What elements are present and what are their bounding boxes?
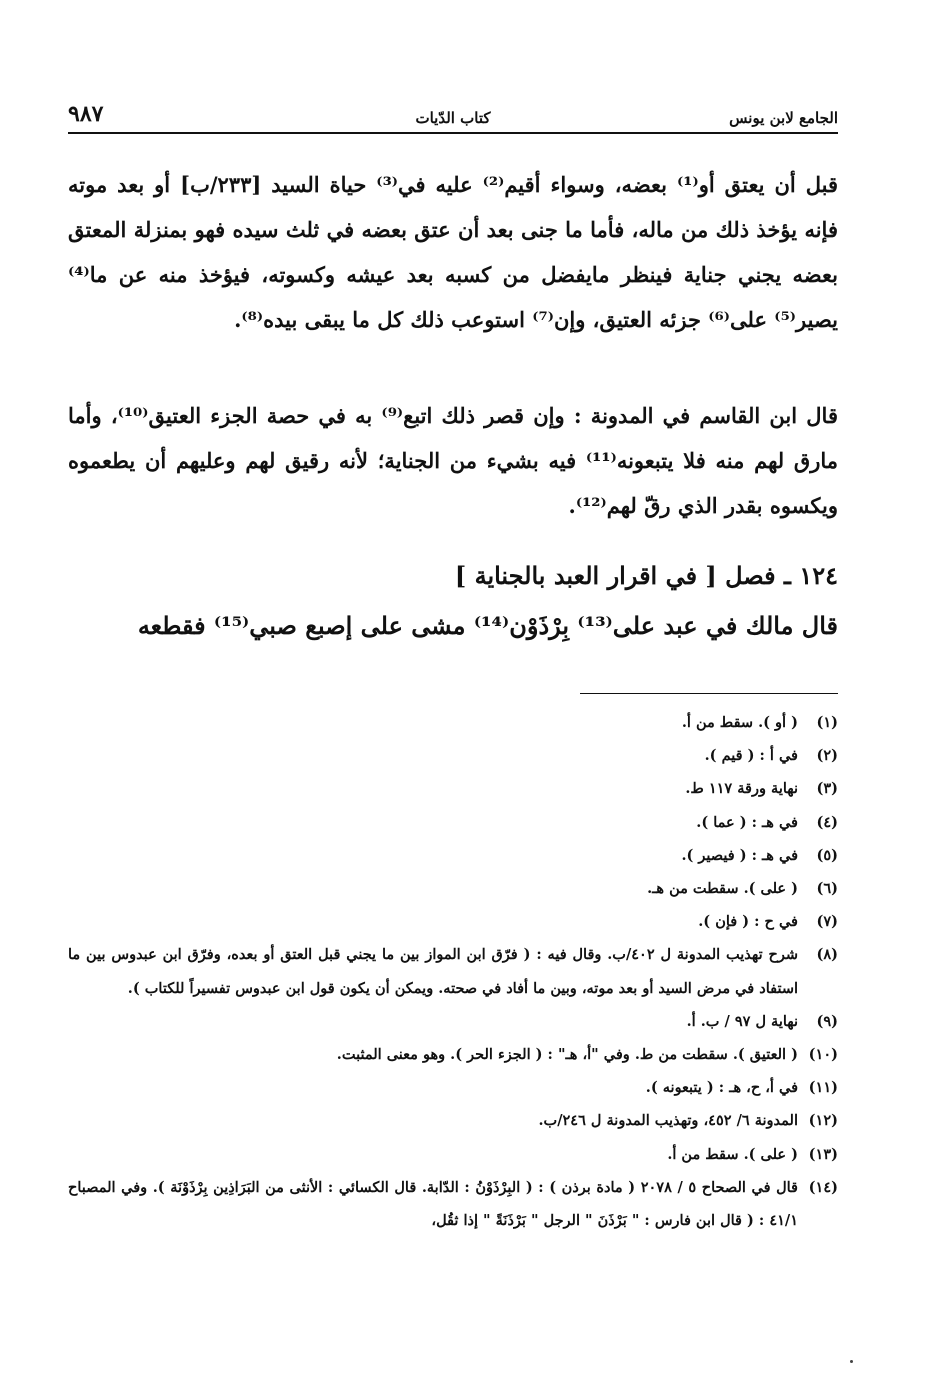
footnote: [68, 938, 838, 1004]
footnote-number: (٦): [816, 880, 838, 898]
footnote: [68, 1038, 838, 1071]
chapter-title: كتاب الدّيات: [415, 109, 491, 127]
footnote-number: (١٣): [808, 1145, 838, 1163]
footnote: [68, 1171, 838, 1237]
footnote-number: (٨): [816, 946, 839, 964]
footnote-text: المدونة ٦/ ٤٥٢، وتهذيب المدونة ل ٢٤٦/ب.: [538, 1112, 798, 1130]
footnote-text: في هـ : ( عما ).: [696, 813, 798, 831]
paragraph-1: قبل أن يعتق أو⁽¹⁾ بعضه، وسواء أقيم⁽²⁾ عليه في⁽³⁾ حياة السيد [٢٣٣/ب] أو بعد موته فإنه يؤخذ ذلك من ماله، فأما ما جنى بعد أن عتق بعضه في ثلث سيده فهو بمنزلة المعتق بعضه يجني جناية فينظر مايفضل من كسبه بعد عيشه وكسوته، فيؤخذ منه عن ما⁽⁴⁾ يصير⁽⁵⁾ على⁽⁶⁾ جزئه العتيق، وإن⁽⁷⁾ استوعب ذلك كل ما يبقى بيده⁽⁸⁾.: [68, 172, 839, 332]
footnote-number: (١٤): [808, 1178, 838, 1196]
footnote-separator: [580, 693, 838, 694]
footnote: [68, 1005, 838, 1038]
footnote-number: (٤): [816, 813, 838, 831]
footnote-text: في هـ : ( فيصير ).: [681, 846, 798, 864]
footnote-text: ( العتيق ). سقطت من ط. وفي "أ، هـ" : ( الجزء الحر ). وهو معنى المثبت.: [336, 1046, 798, 1064]
footnote-number: (٢): [816, 747, 838, 765]
page-number: ٩٨٧: [68, 101, 104, 127]
footnote-text: نهاية ورقة ١١٧ ط.: [685, 780, 798, 798]
footnote-text: شرح تهذيب المدونة ل ٤٠٢/ب. وقال فيه : ( فرّق ابن المواز بين ما يجني قبل العتق أو بعده، وفرّق ابن عبدوس بين ما استفاد في مرض السيد أو بعد موته، وبين ما أفاد في صحته. ويمكن أن يكون قول ابن عبدوس تفسيراً للكتاب ).: [68, 946, 799, 997]
footnote-number: (١٠): [808, 1046, 838, 1064]
footnote-number: (٧): [816, 913, 838, 931]
footnote: [68, 1071, 838, 1104]
footnote-number: (٣): [816, 780, 838, 798]
footnote-text: ( على ). سقط من أ.: [667, 1145, 798, 1163]
paragraph-2: قال ابن القاسم في المدونة : وإن قصر ذلك اتبع⁽⁹⁾ به في حصة الجزء العتيق⁽¹⁰⁾، وأما مارق لهم منه فلا يتبعونه⁽¹¹⁾ فيه بشيء من الجناية؛ لأنه رقيق لهم وعليهم أن يطعموه ويكسوه بقدر الذي رقّ لهم⁽¹²⁾.: [68, 403, 838, 518]
footnote-number: (٩): [816, 1012, 838, 1030]
footnote: [68, 806, 838, 839]
footnote-text: ( على ). سقطت من هـ.: [647, 880, 798, 898]
footnote-text: في ح : ( فإن ).: [698, 913, 798, 931]
book-title: الجامع لابن يونس: [729, 109, 838, 127]
footnote-text: في أ : ( قيم ).: [704, 747, 798, 765]
page-header: [68, 100, 838, 134]
scan-speck: [850, 1360, 853, 1363]
footnote: [68, 772, 838, 805]
footnote: [68, 739, 838, 772]
section-paragraph: قال مالك في عبد على⁽¹³⁾ بِرْذَوْن⁽¹⁴⁾ مشى على إصبع صبي⁽¹⁵⁾ فقطعه: [137, 611, 838, 640]
footnote: [68, 706, 838, 739]
footnote: [68, 1104, 838, 1137]
footnote-number: (١٢): [808, 1112, 838, 1130]
footnote: [68, 1138, 838, 1171]
section-heading: ١٢٤ ـ فصل [ في اقرار العبد بالجناية ]: [454, 561, 838, 590]
footnote-text: في أ، ح، هـ : ( يتبعونه ).: [645, 1079, 798, 1097]
footnote: [68, 872, 838, 905]
footnote-number: (١١): [808, 1079, 838, 1097]
footnote: [68, 905, 838, 938]
footnote-number: (١): [816, 714, 838, 731]
footnotes-list: [68, 706, 838, 1237]
footnote: [68, 839, 838, 872]
footnote-text: قال في الصحاح ٥ / ٢٠٧٨ ( مادة برذن ) : ( البِرْذَوْنُ : الدّابة. قال الكسائي : الأنثى من البَرَاذِين بِرْذَوْنَة ). وفي المصباح ٤١/١ : ( قال ابن فارس : " بَرْذَنَ " الرجل " بَرْذَنَةً " إذا ثقُل،: [68, 1178, 798, 1230]
footnote-text: نهاية ل ٩٧ / ب. أ.: [686, 1012, 798, 1030]
footnote-number: (٥): [816, 846, 838, 864]
footnote-text: ( أو ). سقط من أ.: [681, 714, 798, 731]
